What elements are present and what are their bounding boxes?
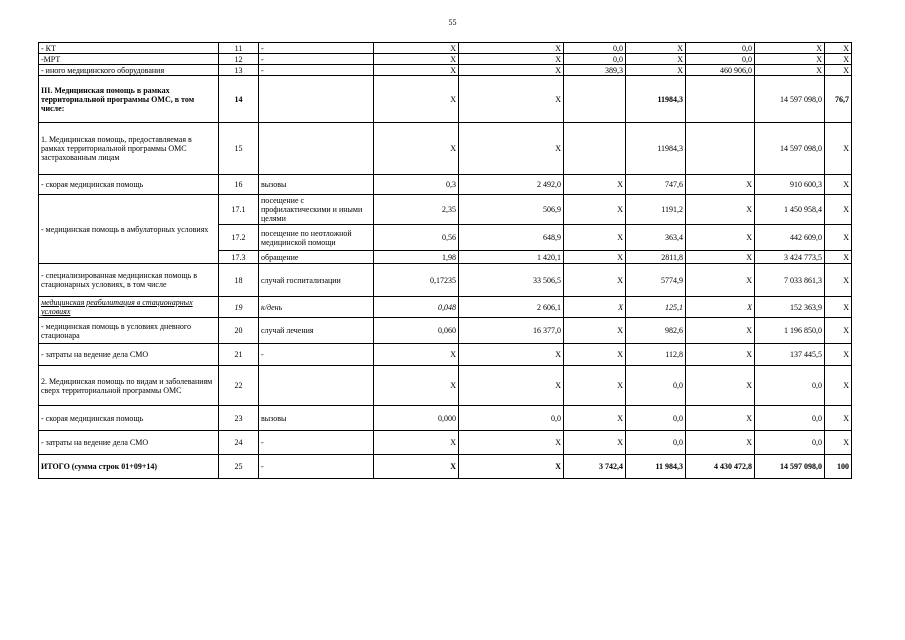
cell: X [374,43,459,54]
cell: X [825,264,852,297]
cell: X [459,76,564,123]
cell: 0,17235 [374,264,459,297]
cell: 0,0 [626,366,686,406]
table-row [39,344,852,366]
cell: 0,0 [686,54,755,65]
cell: X [374,54,459,65]
row-code: 14 [219,76,259,123]
cell: X [564,251,626,264]
row-name: - скорая медицинская помощь [39,175,219,195]
cell: 3 742,4 [564,455,626,479]
cell: X [564,431,626,455]
cell: 0,0 [459,406,564,431]
cell: 16 377,0 [459,318,564,344]
cell: 33 506,5 [459,264,564,297]
table-row [39,54,852,65]
cell: 1 420,1 [459,251,564,264]
cell: 2 492,0 [459,175,564,195]
cell: X [686,406,755,431]
cell: 0,3 [374,175,459,195]
table-row [39,455,852,479]
cell: X [564,344,626,366]
cell: 125,1 [626,297,686,318]
cell: 5774,9 [626,264,686,297]
cell: X [686,344,755,366]
cell: 0,060 [374,318,459,344]
table-row [39,366,852,406]
row-code: 17.3 [219,251,259,264]
cell: 1 450 958,4 [755,195,825,225]
cell: X [459,54,564,65]
cell: 2,35 [374,195,459,225]
row-code: 17.1 [219,195,259,225]
row-code: 18 [219,264,259,297]
table-row [39,264,852,297]
cell: X [825,43,852,54]
cell: X [825,251,852,264]
cell: X [686,366,755,406]
table-row [39,76,852,123]
cell: 460 906,0 [686,65,755,76]
row-unit: - [259,43,374,54]
table-row [39,318,852,344]
cell: 4 430 472,8 [686,455,755,479]
row-unit: - [259,65,374,76]
row-unit: обращение [259,251,374,264]
cell: 152 363,9 [755,297,825,318]
cell: X [825,431,852,455]
row-name: 2. Медицинская помощь по видам и заболеваниям сверх территориальной программы ОМС [39,366,219,406]
cell: X [564,175,626,195]
cell: X [374,366,459,406]
row-code: 24 [219,431,259,455]
cell: 0,0 [755,431,825,455]
cell: 982,6 [626,318,686,344]
cell: 11 984,3 [626,455,686,479]
row-code: 15 [219,123,259,175]
cell: X [825,366,852,406]
cell: X [755,43,825,54]
row-name: - специализированная медицинская помощь в стационарных условиях, в том числе [39,264,219,297]
row-unit: вызовы [259,406,374,431]
cell: X [459,455,564,479]
cell: 0,0 [564,43,626,54]
row-unit: - [259,54,374,65]
row-name: - медицинская помощь в амбулаторных условиях [39,195,219,264]
cell: X [825,318,852,344]
cell: 76,7 [825,76,852,123]
row-name: 1. Медицинская помощь, предоставляемая в рамках территориальной программы ОМС застрахованным лицам [39,123,219,175]
cell: 14 597 098,0 [755,76,825,123]
cell: X [686,297,755,318]
page-number: 55 [448,18,457,27]
cell: X [825,54,852,65]
cell: 137 445,5 [755,344,825,366]
cell: 506,9 [459,195,564,225]
cell: 2 606,1 [459,297,564,318]
cell: X [686,431,755,455]
cell: X [564,366,626,406]
cell: X [686,175,755,195]
cell: X [564,225,626,251]
table-row [39,123,852,175]
cell: 11984,3 [626,123,686,175]
cell: 0,56 [374,225,459,251]
financing-table [38,42,852,479]
row-name: - КТ [39,43,219,54]
cell: X [686,251,755,264]
cell: X [374,123,459,175]
cell: 11984,3 [626,76,686,123]
cell: X [459,43,564,54]
cell: X [564,264,626,297]
row-code: 21 [219,344,259,366]
cell: X [374,455,459,479]
cell: X [374,344,459,366]
row-name: -МРТ [39,54,219,65]
cell: X [825,123,852,175]
cell: X [755,65,825,76]
cell: 14 597 098,0 [755,123,825,175]
row-name: ИТОГО (сумма строк 01+09+14) [39,455,219,479]
cell: X [686,225,755,251]
row-name: - затраты на ведение дела СМО [39,431,219,455]
cell: 0,0 [755,406,825,431]
row-code: 11 [219,43,259,54]
cell: 0,0 [626,431,686,455]
cell [686,76,755,123]
cell: X [825,344,852,366]
cell: X [825,195,852,225]
cell: 0,0 [755,366,825,406]
row-code: 12 [219,54,259,65]
cell: X [564,318,626,344]
cell: X [459,123,564,175]
cell: X [564,406,626,431]
cell: 389,3 [564,65,626,76]
cell: X [825,65,852,76]
cell: 0,0 [626,406,686,431]
cell: 0,048 [374,297,459,318]
cell: X [459,431,564,455]
cell: 2811,8 [626,251,686,264]
cell: X [564,297,626,318]
cell: X [626,54,686,65]
table-row [39,195,852,225]
table-row [39,297,852,318]
row-code: 23 [219,406,259,431]
cell: 442 609,0 [755,225,825,251]
cell: 0,0 [564,54,626,65]
cell: 1191,2 [626,195,686,225]
row-name: III. Медицинская помощь в рамках территориальной программы ОМС, в том числе: [39,76,219,123]
cell [686,123,755,175]
cell: X [626,65,686,76]
cell: 747,6 [626,175,686,195]
cell: 112,8 [626,344,686,366]
cell: X [374,76,459,123]
row-code: 17.2 [219,225,259,251]
row-code: 16 [219,175,259,195]
cell: X [459,344,564,366]
cell: 7 033 861,3 [755,264,825,297]
row-code: 13 [219,65,259,76]
row-code: 19 [219,297,259,318]
cell [564,76,626,123]
cell: X [686,264,755,297]
table-row [39,175,852,195]
cell: X [825,297,852,318]
table-row [39,406,852,431]
row-name: - скорая медицинская помощь [39,406,219,431]
row-name: - затраты на ведение дела СМО [39,344,219,366]
row-code: 20 [219,318,259,344]
row-name: - медицинская помощь в условиях дневного стационара [39,318,219,344]
cell: X [686,195,755,225]
row-code: 22 [219,366,259,406]
cell: X [459,65,564,76]
row-unit [259,366,374,406]
row-unit: вызовы [259,175,374,195]
cell: 0,0 [686,43,755,54]
cell: 1,98 [374,251,459,264]
row-unit: посещение с профилактическими и иными целями [259,195,374,225]
cell: X [755,54,825,65]
row-name: - иного медицинского оборудования [39,65,219,76]
cell: X [374,65,459,76]
cell: 910 600,3 [755,175,825,195]
row-code: 25 [219,455,259,479]
cell: X [459,366,564,406]
cell: X [374,431,459,455]
row-unit: - [259,455,374,479]
row-unit: - [259,344,374,366]
cell: X [825,406,852,431]
cell: X [825,225,852,251]
cell: 0,000 [374,406,459,431]
row-unit: к/день [259,297,374,318]
cell [564,123,626,175]
row-unit [259,76,374,123]
table-row [39,65,852,76]
cell: X [825,175,852,195]
cell: X [686,318,755,344]
cell: 648,9 [459,225,564,251]
cell: X [626,43,686,54]
cell: 1 196 850,0 [755,318,825,344]
cell: 14 597 098,0 [755,455,825,479]
table-row [39,43,852,54]
row-unit: посещение по неотложной медицинской помощи [259,225,374,251]
row-unit [259,123,374,175]
row-unit: случай лечения [259,318,374,344]
row-name: медицинская реабилитация в стационарных условиях [39,297,219,318]
cell: 100 [825,455,852,479]
row-unit: - [259,431,374,455]
cell: 3 424 773,5 [755,251,825,264]
cell: X [564,195,626,225]
row-unit: случай госпитализации [259,264,374,297]
table-row [39,431,852,455]
cell: 363,4 [626,225,686,251]
